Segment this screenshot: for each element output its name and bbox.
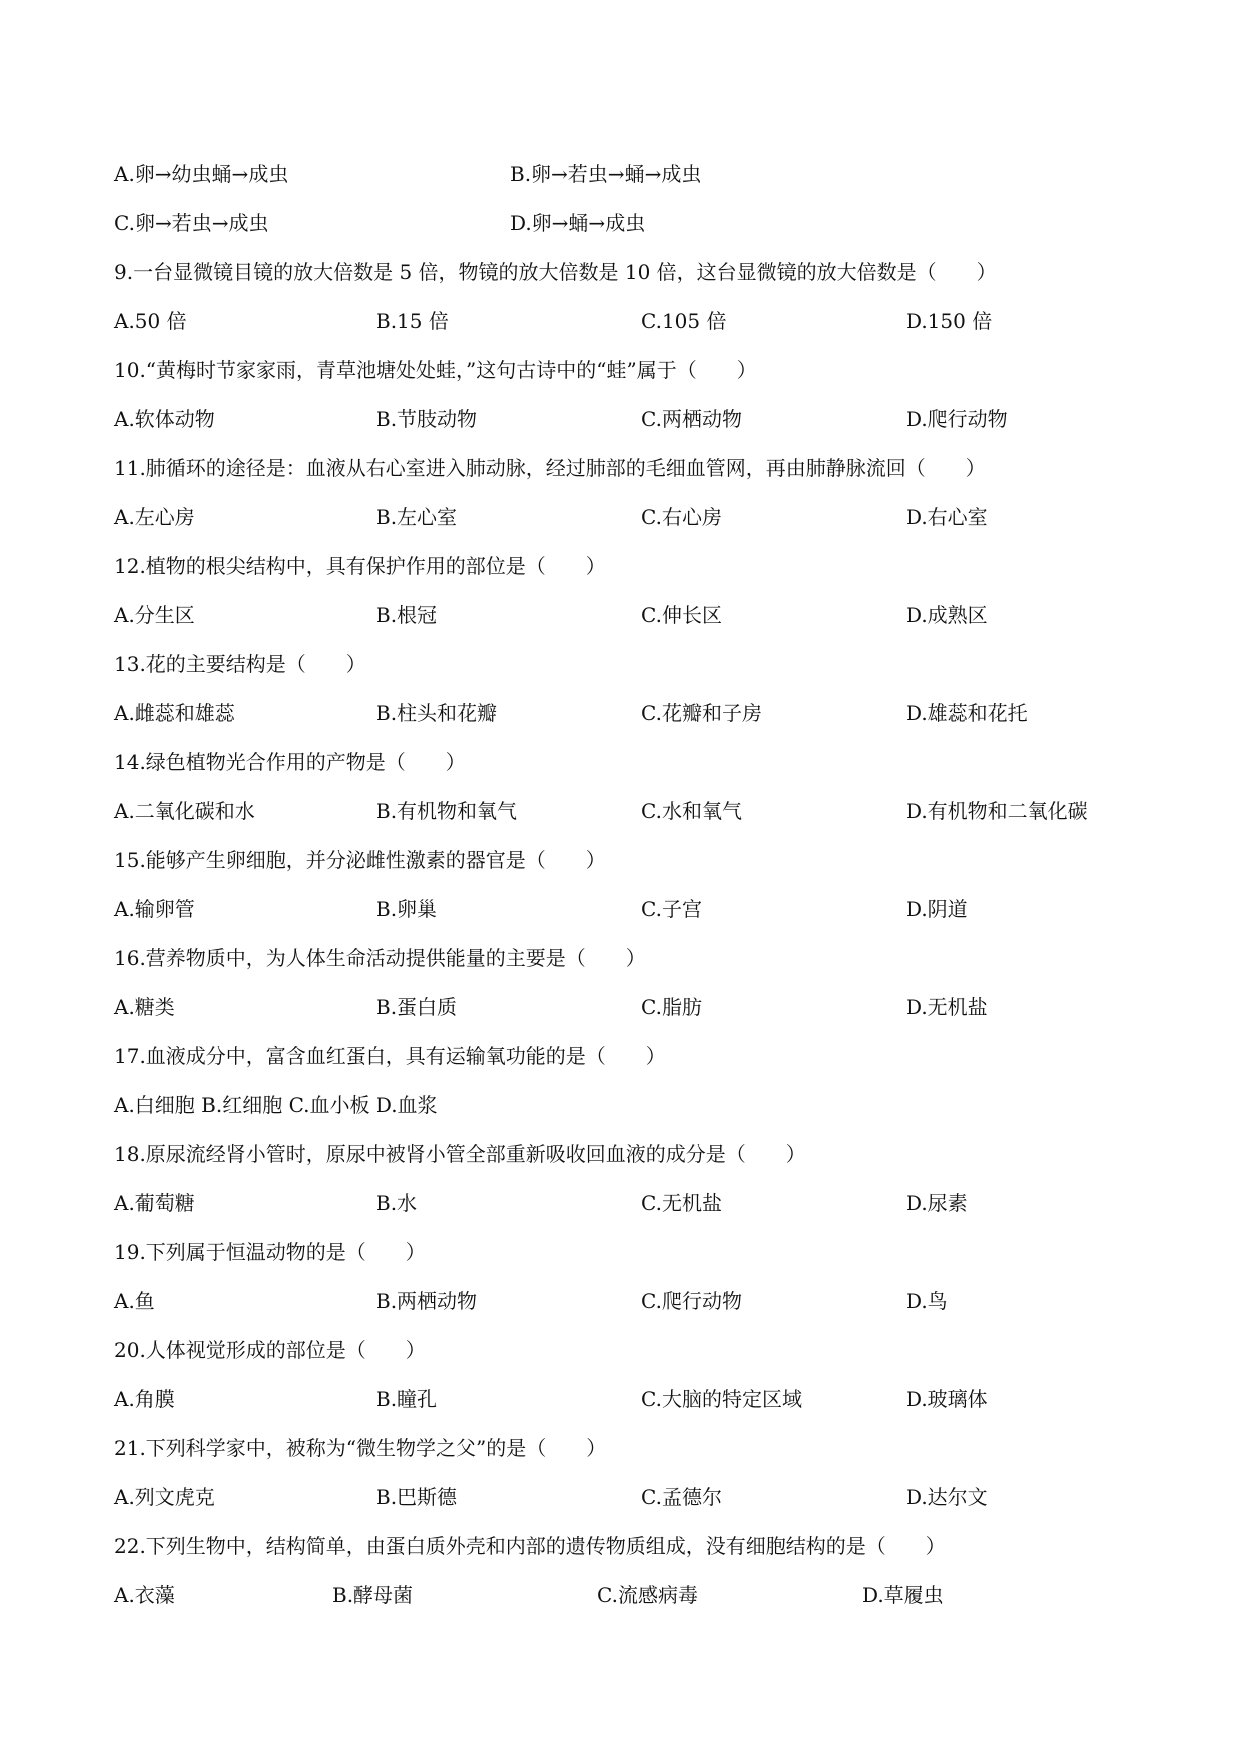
q21-stem: 21.下列科学家中，被称为“微生物学之父”的是（ ） xyxy=(114,1436,607,1460)
q22-option-c: C.流感病毒 xyxy=(597,1583,698,1607)
q20-option-c: C.大脑的特定区域 xyxy=(641,1387,802,1411)
q13-option-b: B.柱头和花瓣 xyxy=(376,701,498,725)
q21-option-a: A.列文虎克 xyxy=(114,1485,215,1509)
q20-stem: 20.人体视觉形成的部位是（ ） xyxy=(114,1338,426,1362)
q21-option-b: B.巴斯德 xyxy=(376,1485,458,1509)
q14-stem: 14.绿色植物光合作用的产物是（ ） xyxy=(114,750,466,774)
q9-option-a: A.50 倍 xyxy=(114,309,187,333)
q10-option-a: A.软体动物 xyxy=(114,407,215,431)
q10-option-d: D.爬行动物 xyxy=(906,407,1008,431)
q18-stem: 18.原尿流经肾小管时，原尿中被肾小管全部重新吸收回血液的成分是（ ） xyxy=(114,1142,806,1166)
q9-option-d: D.150 倍 xyxy=(906,309,993,333)
q11-stem: 11.肺循环的途径是：血液从右心室进入肺动脉，经过肺部的毛细血管网，再由肺静脉流回（ ） xyxy=(114,456,986,480)
q19-option-b: B.两栖动物 xyxy=(376,1289,478,1313)
q17-stem: 17.血液成分中，富含血红蛋白，具有运输氧功能的是（ ） xyxy=(114,1044,666,1068)
q10-option-b: B.节肢动物 xyxy=(376,407,478,431)
q22-option-d: D.草履虫 xyxy=(862,1583,944,1607)
q19-option-d: D.鸟 xyxy=(906,1289,948,1313)
q11-option-b: B.左心室 xyxy=(376,505,458,529)
q22-stem: 22.下列生物中，结构简单，由蛋白质外壳和内部的遗传物质组成，没有细胞结构的是（ ） xyxy=(114,1534,946,1558)
q16-option-a: A.糖类 xyxy=(114,995,175,1019)
q12-option-c: C.伸长区 xyxy=(641,603,722,627)
q22-option-b: B.酵母菌 xyxy=(332,1583,414,1607)
q8-option-a: A.卵→幼虫蛹→成虫 xyxy=(114,162,289,186)
q22-option-a: A.衣藻 xyxy=(114,1583,175,1607)
q12-option-d: D.成熟区 xyxy=(906,603,988,627)
q8-option-d: D.卵→蛹→成虫 xyxy=(510,211,646,235)
q12-option-b: B.根冠 xyxy=(376,603,438,627)
q11-option-c: C.右心房 xyxy=(641,505,722,529)
q18-option-a: A.葡萄糖 xyxy=(114,1191,195,1215)
q12-option-a: A.分生区 xyxy=(114,603,195,627)
q8-option-c: C.卵→若虫→成虫 xyxy=(114,211,269,235)
q21-option-c: C.孟德尔 xyxy=(641,1485,722,1509)
q15-option-b: B.卵巢 xyxy=(376,897,438,921)
q10-stem: 10.“黄梅时节家家雨，青草池塘处处蛙，”这句古诗中的“蛙”属于（ ） xyxy=(114,358,757,382)
q16-option-d: D.无机盐 xyxy=(906,995,988,1019)
q18-option-b: B.水 xyxy=(376,1191,418,1215)
q18-option-c: C.无机盐 xyxy=(641,1191,722,1215)
q17-options: A.白细胞 B.红细胞 C.血小板 D.血浆 xyxy=(114,1093,438,1117)
q9-option-c: C.105 倍 xyxy=(641,309,727,333)
q12-stem: 12.植物的根尖结构中，具有保护作用的部位是（ ） xyxy=(114,554,606,578)
q14-option-a: A.二氧化碳和水 xyxy=(114,799,255,823)
q16-option-c: C.脂肪 xyxy=(641,995,702,1019)
q10-option-c: C.两栖动物 xyxy=(641,407,742,431)
q16-option-b: B.蛋白质 xyxy=(376,995,458,1019)
q8-option-b: B.卵→若虫→蛹→成虫 xyxy=(510,162,702,186)
q14-option-d: D.有机物和二氧化碳 xyxy=(906,799,1088,823)
q15-option-a: A.输卵管 xyxy=(114,897,195,921)
q11-option-a: A.左心房 xyxy=(114,505,195,529)
q13-option-d: D.雄蕊和花托 xyxy=(906,701,1028,725)
q13-stem: 13.花的主要结构是（ ） xyxy=(114,652,366,676)
q14-option-c: C.水和氧气 xyxy=(641,799,742,823)
q15-option-d: D.阴道 xyxy=(906,897,968,921)
q19-stem: 19.下列属于恒温动物的是（ ） xyxy=(114,1240,426,1264)
q9-stem: 9.一台显微镜目镜的放大倍数是 5 倍，物镜的放大倍数是 10 倍，这台显微镜的放大倍数是（ ） xyxy=(114,260,997,284)
q15-option-c: C.子宫 xyxy=(641,897,702,921)
q20-option-b: B.瞳孔 xyxy=(376,1387,438,1411)
q13-option-a: A.雌蕊和雄蕊 xyxy=(114,701,235,725)
q21-option-d: D.达尔文 xyxy=(906,1485,988,1509)
q19-option-a: A.鱼 xyxy=(114,1289,155,1313)
q20-option-a: A.角膜 xyxy=(114,1387,175,1411)
q14-option-b: B.有机物和氧气 xyxy=(376,799,518,823)
q9-option-b: B.15 倍 xyxy=(376,309,449,333)
q15-stem: 15.能够产生卵细胞，并分泌雌性激素的器官是（ ） xyxy=(114,848,606,872)
q20-option-d: D.玻璃体 xyxy=(906,1387,988,1411)
q13-option-c: C.花瓣和子房 xyxy=(641,701,762,725)
q11-option-d: D.右心室 xyxy=(906,505,988,529)
q18-option-d: D.尿素 xyxy=(906,1191,968,1215)
q16-stem: 16.营养物质中，为人体生命活动提供能量的主要是（ ） xyxy=(114,946,646,970)
q19-option-c: C.爬行动物 xyxy=(641,1289,742,1313)
